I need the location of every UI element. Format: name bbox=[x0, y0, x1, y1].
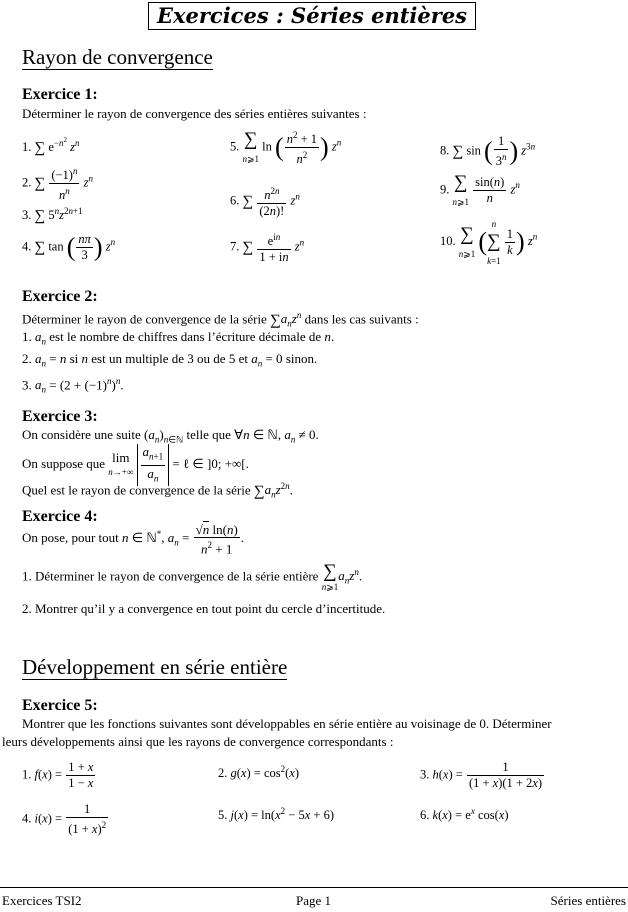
item-number: 2. bbox=[22, 175, 32, 190]
ex5-item-5: 5. $j(x) = \ln(x^2 - 5x + 6)$ bbox=[218, 806, 334, 823]
ex5-line-2: leurs développements ainsi que les rayons de convergence correspondants : bbox=[2, 734, 394, 749]
item-number: 5. bbox=[230, 139, 240, 154]
line-text: On considère une suite bbox=[22, 427, 141, 442]
footer-right: Séries entières bbox=[550, 893, 626, 908]
item-number: 6. bbox=[230, 193, 240, 208]
ex4-line-1: On pose, pour tout n ∈ ℕ*, $a_n$ = $\frac{\text{√n ln(n)}}{n^2 + 1}$ . bbox=[22, 522, 245, 557]
ex1-item-10: 10. ∑ n⩾1 (n ∑ k=1 $\frac{1}{k}$ ) $z^n$ bbox=[440, 219, 538, 266]
item-number: 4. bbox=[22, 239, 32, 254]
item-number: 10. bbox=[440, 233, 456, 248]
footer-page-number: Page 1 bbox=[296, 893, 332, 908]
ex1-item-4: 4. ∑ tan ( $\frac{n\pi}{3}$ ) $z^n$ bbox=[22, 232, 116, 262]
ex3-line-2: On suppose que lim n→+∞ $\frac{a_{n+1}}{a_n}$ = ℓ ∈ ]0; +∞[. bbox=[22, 444, 249, 486]
ex1-item-5: 5. ∑ n⩾1 ln ( $\frac{n^2 + 1}{n^2}$ ) $z^n$ bbox=[230, 129, 342, 167]
ex4-question-1: 1. Déterminer le rayon de convergence de la série entière ∑ $n⩾1a_nz^n$. bbox=[22, 561, 363, 593]
exercise-3-heading: Exercice 3: bbox=[22, 408, 98, 425]
ex3-line-3: Quel est le rayon de convergence de la série $\sum a_nz^{2n}$. bbox=[22, 481, 293, 500]
item-number: 1. bbox=[22, 140, 32, 155]
line-text: On suppose que bbox=[22, 456, 106, 472]
exercise-1-intro: Déterminer le rayon de convergence des séries entières suivantes : bbox=[22, 106, 367, 121]
ex1-item-1: 1. ∑ $e^{-n^2}$ $z^n$ bbox=[22, 136, 80, 157]
item-number: 3. bbox=[22, 208, 32, 223]
ex5-line-1: Montrer que les fonctions suivantes sont développables en série entière au voisinage de 0. Déterminer bbox=[22, 716, 552, 731]
item-text: si bbox=[69, 351, 79, 366]
exercise-2-heading: Exercice 2: bbox=[22, 288, 98, 305]
exercise-5-heading: Exercice 5: bbox=[22, 697, 98, 714]
item-text: est un multiple de 3 ou de 5 et bbox=[91, 351, 248, 366]
line-text: Quel est le rayon de convergence de la série bbox=[22, 482, 251, 498]
exercise-4-heading: Exercice 4: bbox=[22, 508, 98, 525]
footer-rule bbox=[0, 887, 628, 888]
exercise-1-heading: Exercice 1: bbox=[22, 86, 98, 103]
item-number: 7. bbox=[230, 239, 240, 254]
question-text: 1. Déterminer le rayon de convergence de la série entière bbox=[22, 568, 319, 584]
ex5-item-4: 4. i(x) = $\frac{1}{(1 + x)^2}$ bbox=[22, 802, 107, 837]
footer-left: Exercices TSI2 bbox=[2, 893, 82, 908]
ex2-item-3: 3. $a_n = (2 + (-1)^n)^n$. bbox=[22, 376, 124, 395]
intro-text-end: dans les cas suivants : bbox=[304, 311, 419, 327]
ex5-item-2: 2. $g(x) = \cos^2(x)$ bbox=[218, 764, 300, 781]
ex1-item-3: 3. ∑ $5^nz^{2n+1}$ bbox=[22, 206, 83, 225]
line-text: On pose, pour tout bbox=[22, 530, 119, 546]
ex5-item-6: 6. $k(x) = e^x$ cos(x) bbox=[420, 806, 509, 823]
ex3-line-1: On considère une suite $(a_n)_{n\in ℕ}$ telle que ∀n ∈ ℕ, $a_n \ne 0$. bbox=[22, 427, 319, 445]
ex1-item-7: 7. ∑ $\frac{e^{in}}{1 + in}$ $z^n$ bbox=[230, 232, 305, 265]
ex5-item-1: 1. f(x) = $\frac{1 + x}{1 - x}$ bbox=[22, 760, 94, 790]
ex2-item-1: 1. $a_n$ est le nombre de chiffres dans l’écriture décimale de n. bbox=[22, 329, 335, 347]
ex4-question-2: 2. Montrer qu’il y a convergence en tout point du cercle d’incertitude. bbox=[22, 601, 386, 616]
intro-text: Déterminer le rayon de convergence de la série bbox=[22, 311, 267, 327]
item-text: sinon. bbox=[285, 351, 318, 366]
ex1-item-8: 8. ∑ sin ( $\frac{1}{3^n}$ ) $z^{3n}$ bbox=[440, 134, 536, 169]
section-heading-development: Développement en série entière bbox=[22, 655, 288, 679]
item-number: 8. bbox=[440, 143, 450, 158]
ex1-item-2: 2. ∑ $\frac{(-1)^n}{n^n}$ $z^n$ bbox=[22, 166, 93, 203]
section-heading-convergence: Rayon de convergence bbox=[22, 45, 213, 69]
ex5-item-3: 3. h(x) = $\frac{1}{(1 + x)(1 + 2x)}$ bbox=[420, 760, 543, 790]
exercise-2-intro: Déterminer le rayon de convergence de la série $\sum a_nz^n$ dans les cas suivants : bbox=[22, 310, 419, 329]
ex1-item-6: 6. ∑ $\frac{n^{2n}}{(2n)!}$ $z^n$ bbox=[230, 186, 300, 219]
item-number: 9. bbox=[440, 182, 450, 197]
item-text: est le nombre de chiffres dans l’écriture décimale de bbox=[49, 329, 322, 344]
page-title: Exercices : Séries entières bbox=[148, 2, 476, 30]
line-text: telle que bbox=[186, 427, 231, 442]
ex2-item-2: 2. $a_n = n$ si n est un multiple de 3 ou de 5 et $a_n = 0$ sinon. bbox=[22, 351, 318, 369]
ex1-item-9: 9. ∑ n⩾1 $\frac{\sin(n)}{n}$ $z^n$ bbox=[440, 172, 520, 207]
